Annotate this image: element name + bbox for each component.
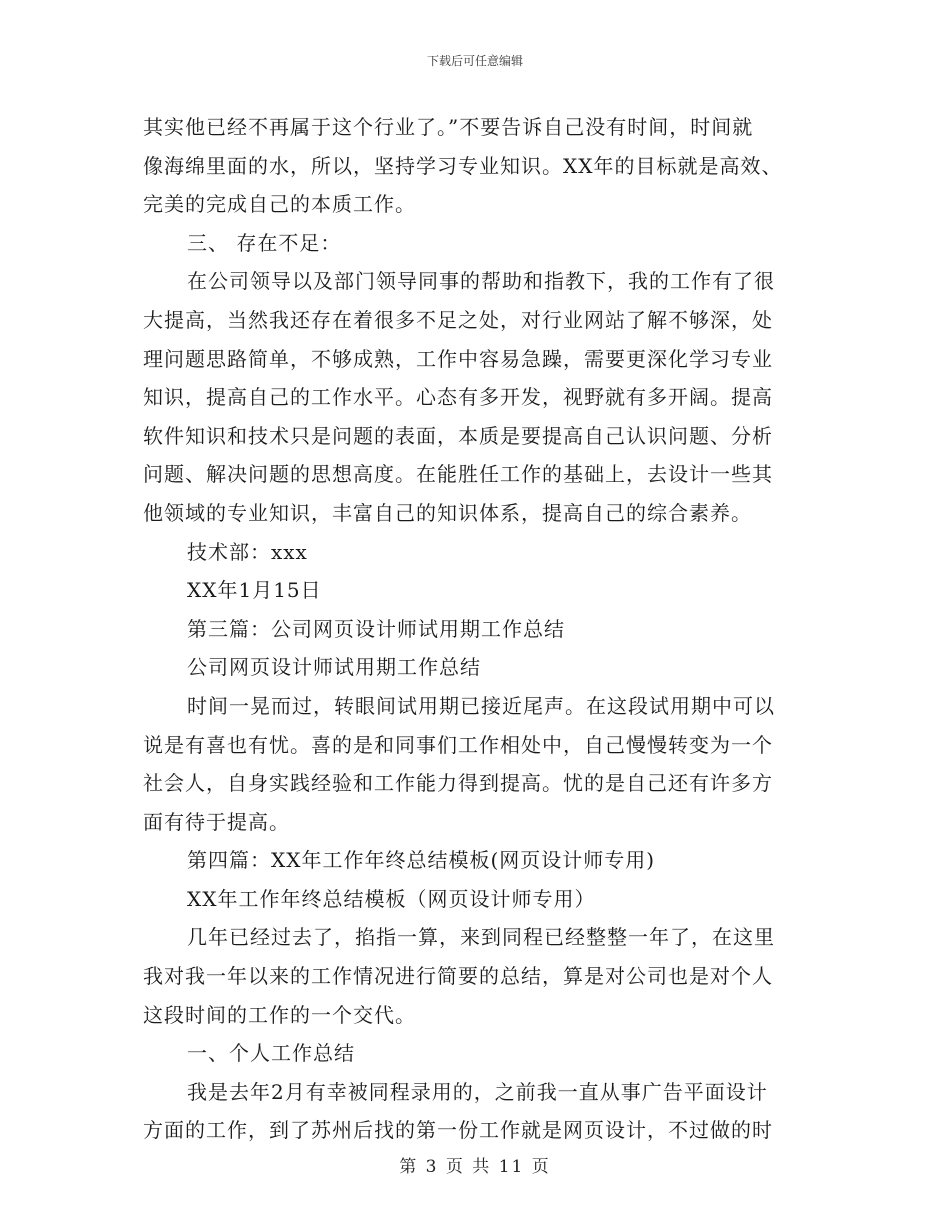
page-header: 下载后可任意编辑 bbox=[426, 54, 523, 68]
text-line: 问题、解决问题的思想高度。在能胜任工作的基础上，去设计一些其 bbox=[143, 462, 773, 487]
text-line: XX年1月15日 bbox=[187, 578, 322, 603]
text-line: 方面的工作，到了苏州后找的第一份工作就是网页设计，不过做的时 bbox=[143, 1118, 773, 1143]
text-line: 说是有喜也有忧。喜的是和同事们工作相处中，自己慢慢转变为一个 bbox=[143, 732, 773, 757]
document-body bbox=[143, 108, 803, 1150]
text-line: 像海绵里面的水，所以，坚持学习专业知识。XX年的目标就是高效、 bbox=[143, 153, 783, 178]
text-line: 这段时间的工作的一个交代。 bbox=[143, 1002, 416, 1027]
text-line: 我对我一年以来的工作情况进行简要的总结，算是对公司也是对个人 bbox=[143, 964, 773, 989]
text-line: 软件知识和技术只是问题的表面，本质是要提高自己认识问题、分析 bbox=[143, 423, 773, 448]
text-line: 理问题思路简单，不够成熟，工作中容易急躁，需要更深化学习专业 bbox=[143, 346, 773, 371]
text-line: 三、 存在不足： bbox=[187, 230, 342, 255]
text-line: 知识，提高自己的工作水平。心态有多开发，视野就有多开阔。提高 bbox=[143, 385, 773, 410]
text-line: 社会人，自身实践经验和工作能力得到提高。忧的是自己还有许多方 bbox=[143, 771, 773, 796]
text-line: 几年已经过去了，掐指一算，来到同程已经整整一年了，在这里 bbox=[187, 925, 775, 950]
text-line: 技术部：xxx bbox=[187, 539, 308, 564]
text-line: 在公司领导以及部门领导同事的帮助和指教下，我的工作有了很 bbox=[187, 269, 775, 294]
text-line: 公司网页设计师试用期工作总结 bbox=[187, 655, 481, 680]
text-line: 大提高，当然我还存在着很多不足之处，对行业网站了解不够深，处 bbox=[143, 307, 773, 332]
text-line: 时间一晃而过，转眼间试用期已接近尾声。在这段试用期中可以 bbox=[187, 693, 775, 718]
text-line: 其实他已经不再属于这个行业了。”不要告诉自己没有时间，时间就 bbox=[143, 115, 754, 139]
text-line: 完美的完成自己的本质工作。 bbox=[143, 192, 416, 217]
text-line: 我是去年2月有幸被同程录用的，之前我一直从事广告平面设计 bbox=[187, 1079, 768, 1104]
text-line: 第四篇：XX年工作年终总结模板(网页设计师专用) bbox=[187, 848, 656, 873]
text-line: XX年工作年终总结模板（网页设计师专用） bbox=[187, 886, 596, 911]
text-line: 一、个人工作总结 bbox=[187, 1041, 355, 1066]
text-line: 他领域的专业知识，丰富自己的知识体系，提高自己的综合素养。 bbox=[143, 500, 752, 525]
page-footer: 第 3 页 共 11 页 bbox=[399, 1157, 551, 1177]
text-line: 第三篇：公司网页设计师试用期工作总结 bbox=[187, 616, 565, 641]
text-line: 面有待于提高。 bbox=[143, 809, 290, 834]
